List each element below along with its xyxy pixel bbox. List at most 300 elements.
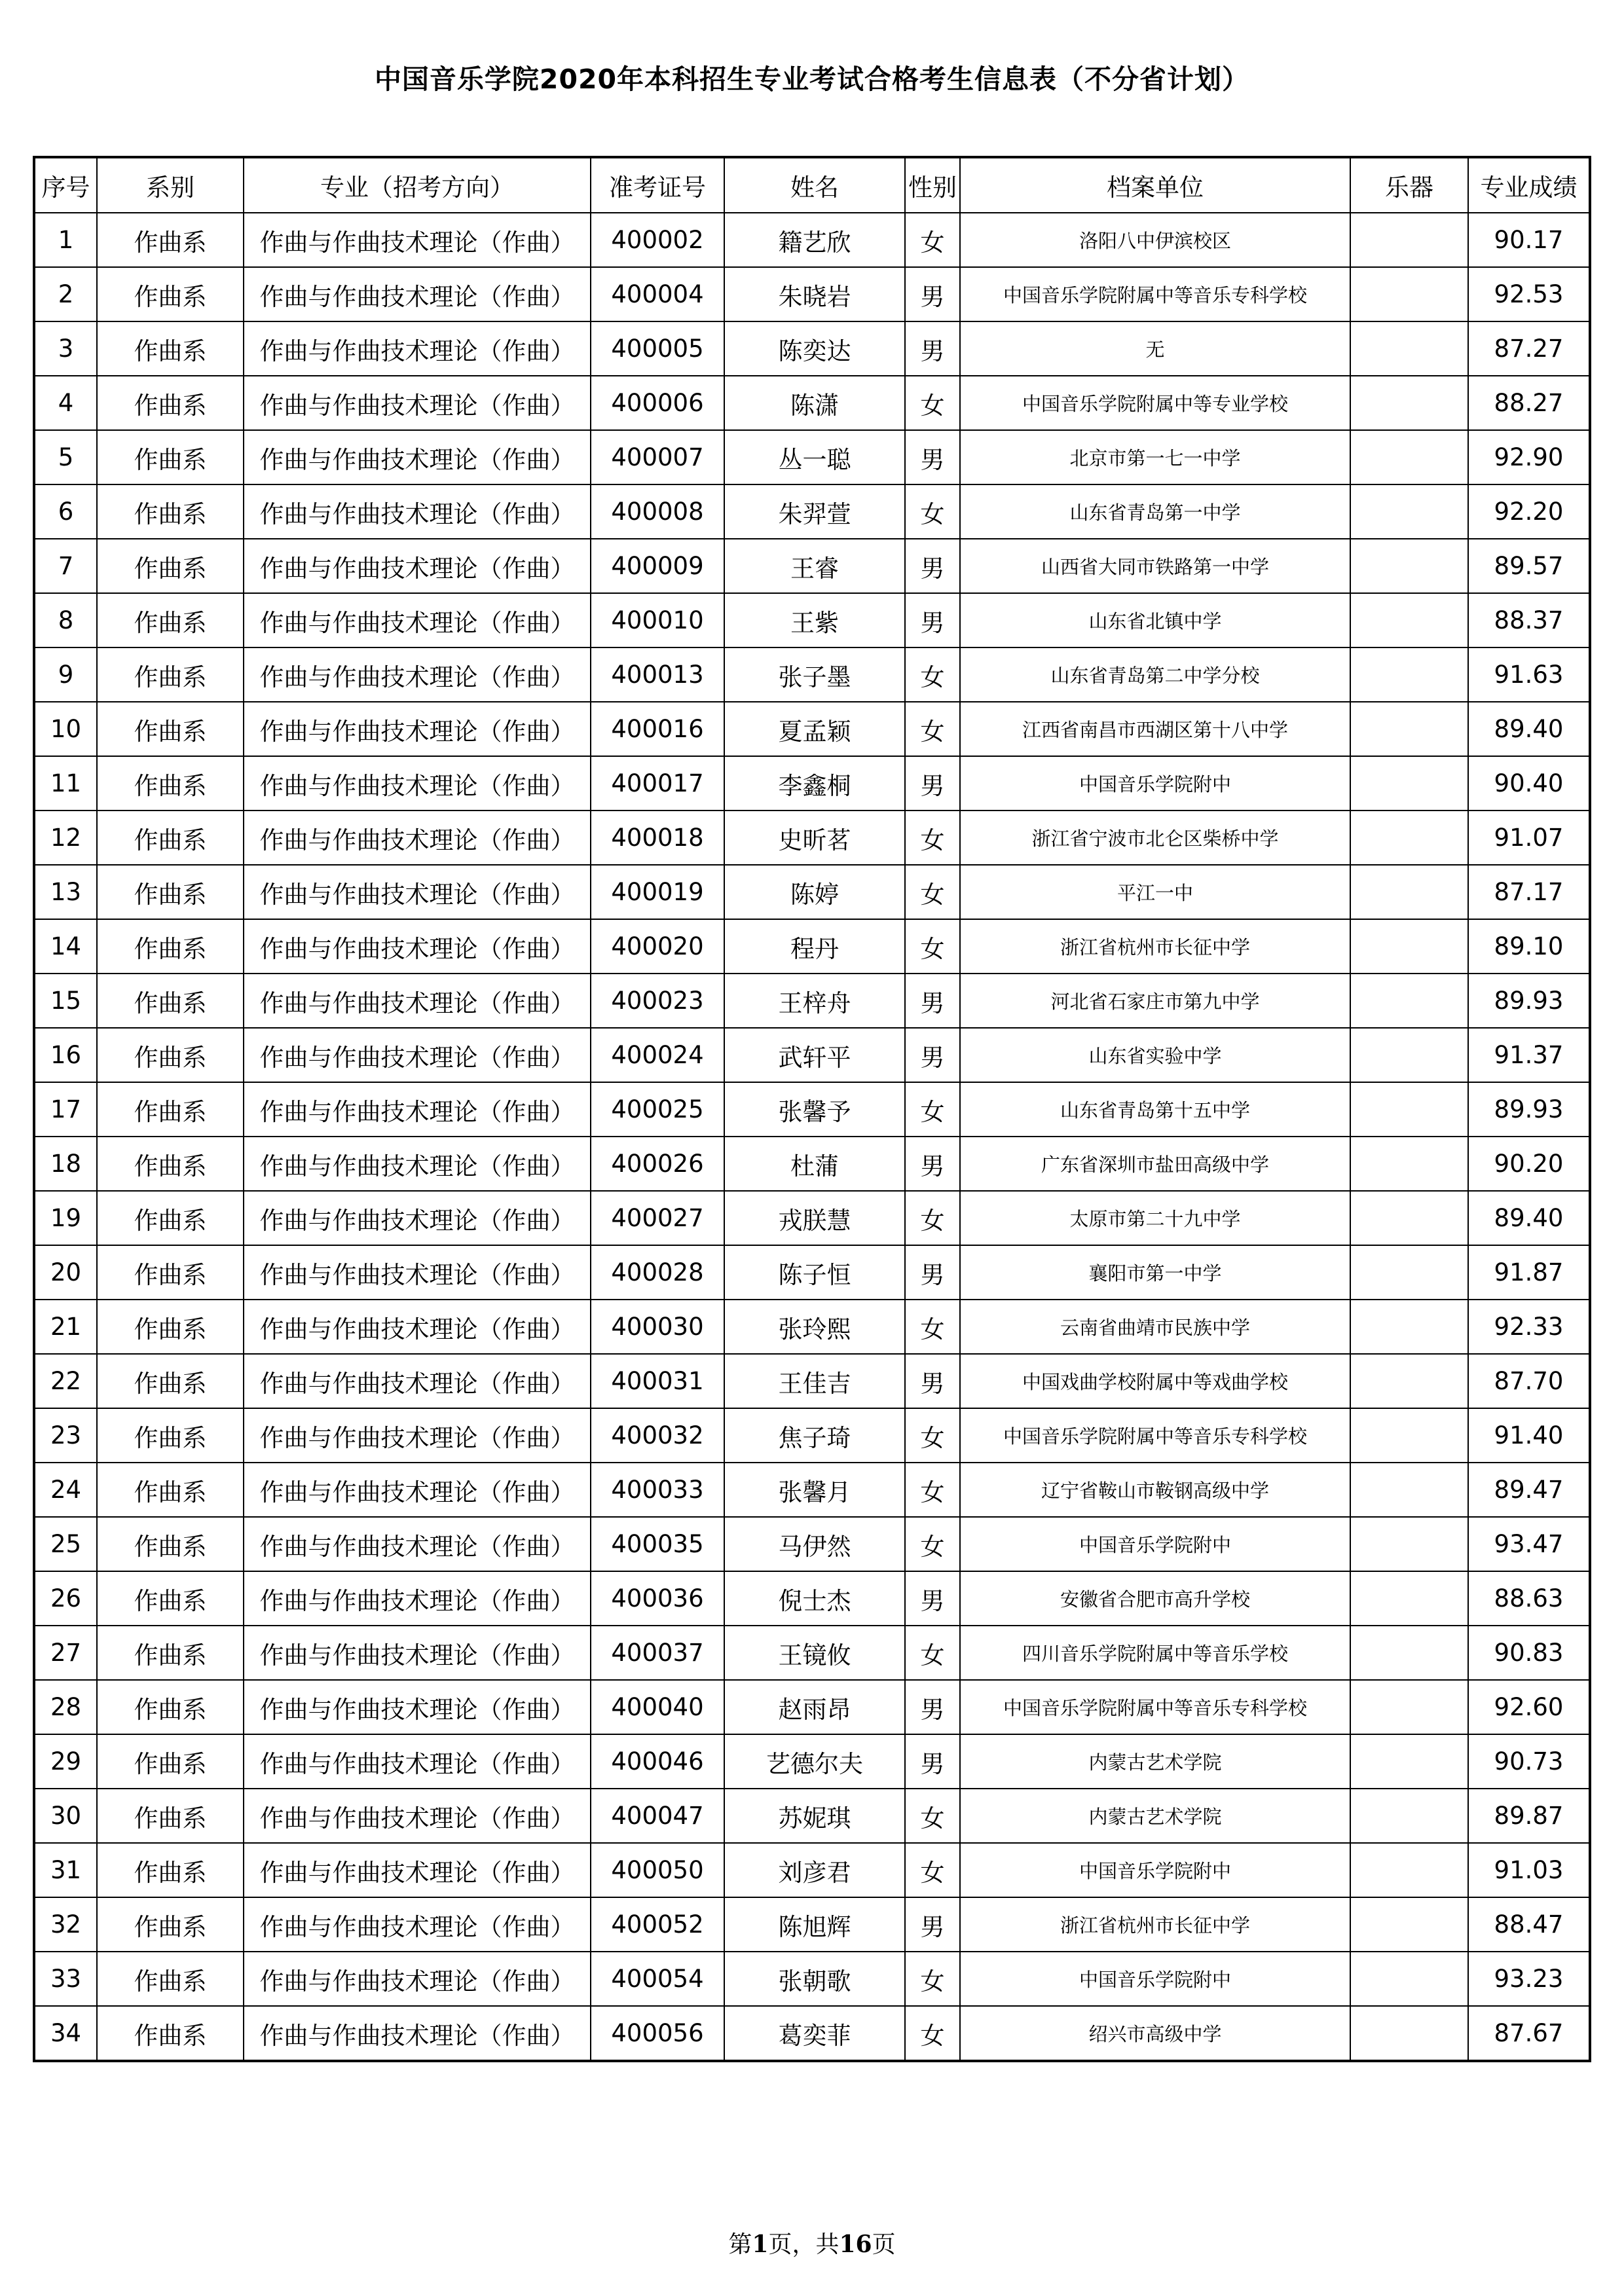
cell-score: 87.70 [1468,1354,1590,1408]
cell-index: 2 [34,267,97,321]
cell-index: 20 [34,1245,97,1300]
cell-instrument [1350,539,1468,593]
cell-major: 作曲与作曲技术理论（作曲） [244,1191,591,1245]
table-row [34,1082,1590,1137]
table-row [34,1028,1590,1082]
cell-record-unit: 广东省深圳市盐田高级中学 [960,1137,1350,1191]
cell-gender: 女 [905,702,960,756]
cell-score: 91.63 [1468,647,1590,702]
cell-index: 8 [34,593,97,647]
column-header-name: 姓名 [724,157,905,213]
cell-instrument [1350,213,1468,267]
cell-record-unit: 中国音乐学院附中 [960,1952,1350,2006]
cell-name: 朱晓岩 [724,267,905,321]
cell-instrument [1350,1680,1468,1734]
cell-major: 作曲与作曲技术理论（作曲） [244,811,591,865]
total-pages-number: 16 [839,2231,872,2258]
cell-record-unit: 洛阳八中伊滨校区 [960,213,1350,267]
cell-name: 丛一聪 [724,430,905,484]
cell-instrument [1350,1028,1468,1082]
cell-score: 93.23 [1468,1952,1590,2006]
cell-department: 作曲系 [97,1137,244,1191]
cell-admission-ticket: 400009 [591,539,724,593]
cell-instrument [1350,1571,1468,1626]
cell-admission-ticket: 400008 [591,484,724,539]
cell-name: 王紫 [724,593,905,647]
cell-major: 作曲与作曲技术理论（作曲） [244,1952,591,2006]
cell-instrument [1350,267,1468,321]
cell-department: 作曲系 [97,593,244,647]
cell-score: 87.67 [1468,2006,1590,2061]
cell-department: 作曲系 [97,1952,244,2006]
cell-record-unit: 中国音乐学院附中 [960,756,1350,811]
cell-record-unit: 中国音乐学院附属中等专业学校 [960,376,1350,430]
cell-major: 作曲与作曲技术理论（作曲） [244,376,591,430]
cell-major: 作曲与作曲技术理论（作曲） [244,1137,591,1191]
cell-major: 作曲与作曲技术理论（作曲） [244,1734,591,1789]
cell-index: 28 [34,1680,97,1734]
cell-major: 作曲与作曲技术理论（作曲） [244,1843,591,1897]
table-row [34,2006,1590,2061]
column-header-gender: 性别 [905,157,960,213]
cell-department: 作曲系 [97,1191,244,1245]
cell-major: 作曲与作曲技术理论（作曲） [244,430,591,484]
cell-record-unit: 山东省青岛第十五中学 [960,1082,1350,1137]
cell-score: 90.40 [1468,756,1590,811]
cell-admission-ticket: 400054 [591,1952,724,2006]
cell-index: 30 [34,1789,97,1843]
cell-admission-ticket: 400052 [591,1897,724,1952]
table-row [34,1137,1590,1191]
cell-department: 作曲系 [97,1082,244,1137]
cell-index: 19 [34,1191,97,1245]
cell-gender: 女 [905,865,960,919]
cell-admission-ticket: 400017 [591,756,724,811]
cell-record-unit: 中国音乐学院附属中等音乐专科学校 [960,267,1350,321]
cell-record-unit: 中国音乐学院附中 [960,1517,1350,1571]
cell-index: 10 [34,702,97,756]
table-row [34,213,1590,267]
column-header-major: 专业（招考方向） [244,157,591,213]
cell-gender: 女 [905,213,960,267]
cell-name: 陈子恒 [724,1245,905,1300]
cell-instrument [1350,1408,1468,1463]
cell-department: 作曲系 [97,1680,244,1734]
table-row [34,1680,1590,1734]
cell-admission-ticket: 400032 [591,1408,724,1463]
table-row [34,1897,1590,1952]
cell-name: 武轩平 [724,1028,905,1082]
cell-gender: 男 [905,1680,960,1734]
table-row [34,1463,1590,1517]
cell-admission-ticket: 400027 [591,1191,724,1245]
cell-record-unit: 中国戏曲学校附属中等戏曲学校 [960,1354,1350,1408]
cell-major: 作曲与作曲技术理论（作曲） [244,1300,591,1354]
cell-department: 作曲系 [97,1408,244,1463]
cell-name: 苏妮琪 [724,1789,905,1843]
table-row [34,647,1590,702]
cell-index: 1 [34,213,97,267]
cell-name: 李鑫桐 [724,756,905,811]
cell-major: 作曲与作曲技术理论（作曲） [244,1028,591,1082]
cell-admission-ticket: 400046 [591,1734,724,1789]
cell-department: 作曲系 [97,2006,244,2061]
cell-instrument [1350,865,1468,919]
column-header-score: 专业成绩 [1468,157,1590,213]
cell-department: 作曲系 [97,1626,244,1680]
cell-score: 91.87 [1468,1245,1590,1300]
cell-score: 89.57 [1468,539,1590,593]
cell-instrument [1350,1300,1468,1354]
cell-admission-ticket: 400010 [591,593,724,647]
cell-department: 作曲系 [97,974,244,1028]
cell-index: 27 [34,1626,97,1680]
cell-record-unit: 绍兴市高级中学 [960,2006,1350,2061]
cell-gender: 男 [905,1571,960,1626]
cell-gender: 男 [905,1734,960,1789]
cell-major: 作曲与作曲技术理论（作曲） [244,1680,591,1734]
cell-record-unit: 浙江省杭州市长征中学 [960,919,1350,974]
cell-major: 作曲与作曲技术理论（作曲） [244,974,591,1028]
cell-admission-ticket: 400030 [591,1300,724,1354]
cell-record-unit: 浙江省宁波市北仑区柴桥中学 [960,811,1350,865]
cell-score: 90.20 [1468,1137,1590,1191]
footer-middle: 页，共 [768,2231,840,2258]
cell-department: 作曲系 [97,1789,244,1843]
cell-score: 91.40 [1468,1408,1590,1463]
cell-major: 作曲与作曲技术理论（作曲） [244,539,591,593]
cell-major: 作曲与作曲技术理论（作曲） [244,1789,591,1843]
cell-admission-ticket: 400004 [591,267,724,321]
cell-record-unit: 山西省大同市铁路第一中学 [960,539,1350,593]
cell-score: 91.37 [1468,1028,1590,1082]
cell-department: 作曲系 [97,919,244,974]
cell-score: 92.33 [1468,1300,1590,1354]
cell-instrument [1350,1082,1468,1137]
table-row [34,267,1590,321]
cell-record-unit: 太原市第二十九中学 [960,1191,1350,1245]
cell-record-unit: 中国音乐学院附中 [960,1843,1350,1897]
cell-record-unit: 安徽省合肥市高升学校 [960,1571,1350,1626]
cell-score: 91.03 [1468,1843,1590,1897]
table-row [34,1571,1590,1626]
cell-gender: 男 [905,321,960,376]
cell-index: 6 [34,484,97,539]
cell-record-unit: 四川音乐学院附属中等音乐学校 [960,1626,1350,1680]
cell-index: 24 [34,1463,97,1517]
cell-department: 作曲系 [97,1897,244,1952]
table-row [34,484,1590,539]
cell-record-unit: 辽宁省鞍山市鞍钢高级中学 [960,1463,1350,1517]
cell-name: 夏孟颖 [724,702,905,756]
cell-admission-ticket: 400035 [591,1517,724,1571]
cell-record-unit: 山东省青岛第一中学 [960,484,1350,539]
cell-name: 杜蒲 [724,1137,905,1191]
cell-gender: 男 [905,430,960,484]
cell-major: 作曲与作曲技术理论（作曲） [244,1463,591,1517]
cell-admission-ticket: 400040 [591,1680,724,1734]
cell-department: 作曲系 [97,865,244,919]
cell-major: 作曲与作曲技术理论（作曲） [244,1082,591,1137]
cell-index: 18 [34,1137,97,1191]
cell-index: 11 [34,756,97,811]
table-row [34,1789,1590,1843]
table-row [34,430,1590,484]
cell-index: 25 [34,1517,97,1571]
cell-name: 刘彦君 [724,1843,905,1897]
cell-name: 倪士杰 [724,1571,905,1626]
cell-score: 88.63 [1468,1571,1590,1626]
cell-major: 作曲与作曲技术理论（作曲） [244,1571,591,1626]
cell-index: 23 [34,1408,97,1463]
table-row [34,974,1590,1028]
cell-major: 作曲与作曲技术理论（作曲） [244,213,591,267]
cell-major: 作曲与作曲技术理论（作曲） [244,1626,591,1680]
cell-index: 7 [34,539,97,593]
table-row [34,811,1590,865]
cell-name: 张馨予 [724,1082,905,1137]
table-row [34,1517,1590,1571]
cell-name: 陈潇 [724,376,905,430]
cell-department: 作曲系 [97,647,244,702]
cell-name: 王睿 [724,539,905,593]
cell-instrument [1350,593,1468,647]
cell-record-unit: 平江一中 [960,865,1350,919]
cell-gender: 男 [905,1245,960,1300]
cell-department: 作曲系 [97,1354,244,1408]
cell-instrument [1350,376,1468,430]
current-page-number: 1 [752,2231,769,2258]
cell-department: 作曲系 [97,1245,244,1300]
cell-index: 31 [34,1843,97,1897]
cell-department: 作曲系 [97,539,244,593]
cell-department: 作曲系 [97,1028,244,1082]
cell-index: 33 [34,1952,97,2006]
cell-score: 89.10 [1468,919,1590,974]
table-row [34,593,1590,647]
cell-index: 12 [34,811,97,865]
cell-gender: 女 [905,484,960,539]
cell-major: 作曲与作曲技术理论（作曲） [244,919,591,974]
cell-gender: 女 [905,1463,960,1517]
cell-index: 34 [34,2006,97,2061]
table-row [34,1952,1590,2006]
cell-major: 作曲与作曲技术理论（作曲） [244,593,591,647]
cell-record-unit: 内蒙古艺术学院 [960,1789,1350,1843]
candidate-table [33,156,1591,2062]
cell-gender: 女 [905,1300,960,1354]
cell-instrument [1350,756,1468,811]
cell-index: 3 [34,321,97,376]
cell-gender: 女 [905,1408,960,1463]
cell-index: 32 [34,1897,97,1952]
cell-admission-ticket: 400033 [591,1463,724,1517]
cell-department: 作曲系 [97,1300,244,1354]
cell-score: 89.93 [1468,1082,1590,1137]
cell-admission-ticket: 400031 [591,1354,724,1408]
cell-gender: 男 [905,593,960,647]
table-row [34,919,1590,974]
cell-score: 89.87 [1468,1789,1590,1843]
cell-instrument [1350,1897,1468,1952]
cell-index: 22 [34,1354,97,1408]
cell-major: 作曲与作曲技术理论（作曲） [244,1897,591,1952]
cell-department: 作曲系 [97,484,244,539]
cell-gender: 女 [905,376,960,430]
cell-name: 王梓舟 [724,974,905,1028]
table-row [34,1626,1590,1680]
cell-gender: 女 [905,1789,960,1843]
cell-name: 陈婷 [724,865,905,919]
table-row [34,865,1590,919]
cell-index: 9 [34,647,97,702]
cell-major: 作曲与作曲技术理论（作曲） [244,267,591,321]
cell-admission-ticket: 400024 [591,1028,724,1082]
cell-index: 21 [34,1300,97,1354]
cell-name: 马伊然 [724,1517,905,1571]
cell-major: 作曲与作曲技术理论（作曲） [244,484,591,539]
table-row [34,1408,1590,1463]
cell-score: 89.40 [1468,1191,1590,1245]
cell-department: 作曲系 [97,1463,244,1517]
cell-record-unit: 中国音乐学院附属中等音乐专科学校 [960,1408,1350,1463]
cell-major: 作曲与作曲技术理论（作曲） [244,321,591,376]
cell-name: 王镜攸 [724,1626,905,1680]
cell-department: 作曲系 [97,267,244,321]
cell-instrument [1350,1626,1468,1680]
cell-record-unit: 襄阳市第一中学 [960,1245,1350,1300]
table-row [34,1300,1590,1354]
cell-department: 作曲系 [97,811,244,865]
cell-instrument [1350,811,1468,865]
cell-gender: 女 [905,811,960,865]
cell-record-unit: 北京市第一七一中学 [960,430,1350,484]
column-header-instrument: 乐器 [1350,157,1468,213]
cell-major: 作曲与作曲技术理论（作曲） [244,1354,591,1408]
cell-admission-ticket: 400047 [591,1789,724,1843]
cell-instrument [1350,1463,1468,1517]
cell-admission-ticket: 400026 [591,1137,724,1191]
cell-major: 作曲与作曲技术理论（作曲） [244,2006,591,2061]
cell-score: 91.07 [1468,811,1590,865]
cell-instrument [1350,484,1468,539]
cell-name: 戎朕慧 [724,1191,905,1245]
cell-major: 作曲与作曲技术理论（作曲） [244,756,591,811]
cell-gender: 女 [905,647,960,702]
table-row [34,1245,1590,1300]
cell-admission-ticket: 400016 [591,702,724,756]
cell-instrument [1350,702,1468,756]
column-header-admission-ticket: 准考证号 [591,157,724,213]
cell-name: 艺德尔夫 [724,1734,905,1789]
table-row [34,702,1590,756]
cell-name: 张朝歌 [724,1952,905,2006]
cell-instrument [1350,1191,1468,1245]
page-footer [0,2226,1624,2259]
cell-name: 程丹 [724,919,905,974]
cell-gender: 女 [905,1082,960,1137]
cell-admission-ticket: 400005 [591,321,724,376]
footer-suffix: 页 [872,2231,896,2258]
table-row [34,756,1590,811]
cell-score: 88.37 [1468,593,1590,647]
cell-department: 作曲系 [97,1734,244,1789]
cell-admission-ticket: 400056 [591,2006,724,2061]
cell-score: 90.17 [1468,213,1590,267]
cell-index: 5 [34,430,97,484]
cell-score: 89.47 [1468,1463,1590,1517]
cell-instrument [1350,1789,1468,1843]
cell-department: 作曲系 [97,213,244,267]
cell-index: 15 [34,974,97,1028]
cell-major: 作曲与作曲技术理论（作曲） [244,1517,591,1571]
document-title: 中国音乐学院2020年本科招生专业考试合格考生信息表（不分省计划） [374,64,1250,95]
cell-record-unit: 河北省石家庄市第九中学 [960,974,1350,1028]
cell-major: 作曲与作曲技术理论（作曲） [244,865,591,919]
cell-record-unit: 浙江省杭州市长征中学 [960,1897,1350,1952]
table-row [34,539,1590,593]
cell-instrument [1350,919,1468,974]
table-row [34,1191,1590,1245]
cell-gender: 女 [905,1626,960,1680]
cell-instrument [1350,1952,1468,2006]
cell-major: 作曲与作曲技术理论（作曲） [244,1408,591,1463]
cell-instrument [1350,647,1468,702]
cell-score: 89.40 [1468,702,1590,756]
cell-department: 作曲系 [97,756,244,811]
cell-department: 作曲系 [97,702,244,756]
cell-admission-ticket: 400018 [591,811,724,865]
cell-department: 作曲系 [97,1843,244,1897]
cell-score: 92.90 [1468,430,1590,484]
cell-gender: 男 [905,1354,960,1408]
table-row [34,1734,1590,1789]
cell-record-unit: 山东省北镇中学 [960,593,1350,647]
footer-prefix: 第 [728,2231,752,2258]
cell-gender: 女 [905,919,960,974]
cell-instrument [1350,430,1468,484]
table-row [34,376,1590,430]
cell-score: 92.20 [1468,484,1590,539]
cell-admission-ticket: 400036 [591,1571,724,1626]
cell-name: 赵雨昂 [724,1680,905,1734]
cell-department: 作曲系 [97,376,244,430]
cell-name: 张玲熙 [724,1300,905,1354]
cell-score: 92.60 [1468,1680,1590,1734]
cell-record-unit: 山东省青岛第二中学分校 [960,647,1350,702]
cell-name: 史昕茗 [724,811,905,865]
cell-index: 29 [34,1734,97,1789]
cell-record-unit: 无 [960,321,1350,376]
column-header-department: 系别 [97,157,244,213]
cell-score: 87.17 [1468,865,1590,919]
table-row [34,321,1590,376]
cell-department: 作曲系 [97,1571,244,1626]
cell-score: 88.27 [1468,376,1590,430]
cell-admission-ticket: 400019 [591,865,724,919]
cell-name: 王佳吉 [724,1354,905,1408]
cell-admission-ticket: 400013 [591,647,724,702]
cell-gender: 女 [905,1843,960,1897]
cell-major: 作曲与作曲技术理论（作曲） [244,702,591,756]
cell-score: 89.93 [1468,974,1590,1028]
cell-admission-ticket: 400002 [591,213,724,267]
cell-score: 88.47 [1468,1897,1590,1952]
table-row [34,1354,1590,1408]
cell-gender: 男 [905,756,960,811]
table-row [34,1843,1590,1897]
cell-instrument [1350,1843,1468,1897]
